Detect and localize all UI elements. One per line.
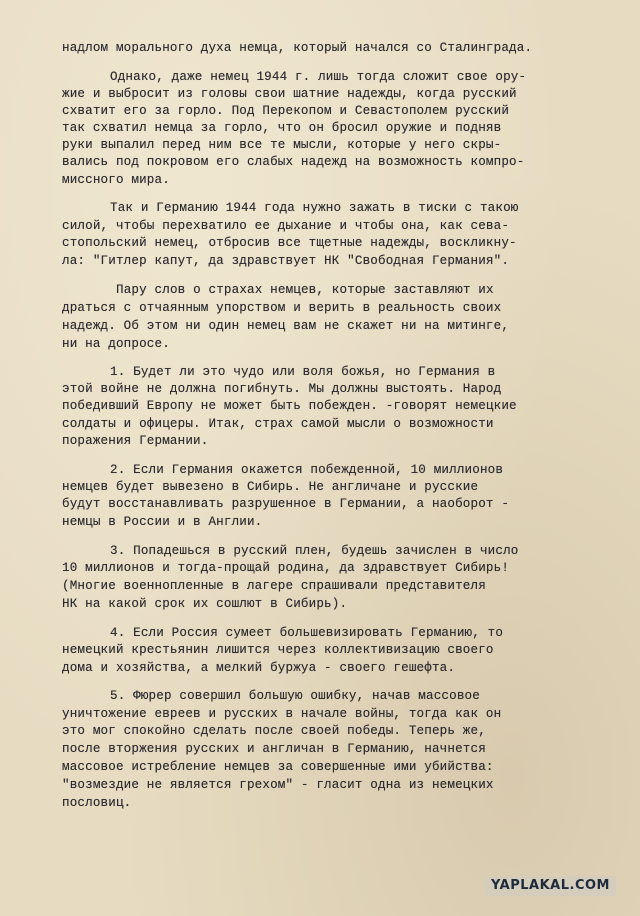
- text-line: 10 миллионов и тогда-прощай родина, да здравствует Сибирь!: [62, 561, 510, 575]
- text-line: Так и Германию 1944 года нужно зажать в тиски с такою: [110, 201, 519, 215]
- site-watermark: YAPLAKAL.COM: [485, 876, 616, 897]
- text-line: немецкий крестьянин лишится через коллективизацию своего: [62, 643, 494, 657]
- text-line: массовое истребление немцев за совершенные ими убийства:: [62, 760, 494, 774]
- text-line: жие и выбросит из головы свои шатние надежды, когда русский: [62, 87, 517, 101]
- text-line: (Многие военнопленные в лагере спрашивали представителя: [62, 579, 486, 593]
- text-line: так схватил немца за горло, что он бросил оружие и подняв: [62, 121, 502, 135]
- text-line: солдаты и офицеры. Итак, страх самой мысли о возможности: [62, 417, 494, 431]
- text-line: пословиц.: [62, 796, 132, 810]
- text-line: этой войне не должна погибнуть. Мы должны выстоять. Народ: [62, 382, 502, 396]
- text-line: надежд. Об этом ни один немец вам не скажет ни на митинге,: [62, 319, 510, 333]
- text-line: НК на какой срок их сошлют в Сибирь).: [62, 597, 348, 611]
- text-line: Пару слов о страхах немцев, которые заставляют их: [116, 283, 494, 297]
- text-line: миссного мира.: [62, 173, 170, 187]
- text-line: поражения Германии.: [62, 434, 209, 448]
- text-line: ни на допросе.: [62, 337, 170, 351]
- text-line: 1. Будет ли это чудо или воля божья, но Германия в: [110, 365, 496, 379]
- text-line: Однако, даже немец 1944 г. лишь тогда сложит свое ору-: [110, 70, 527, 84]
- text-line: силой, чтобы перехватило ее дыхание и чтобы она, как сева-: [62, 219, 510, 233]
- text-line: будут восстанавливать разрушенное в Германии, а наоборот -: [62, 497, 510, 511]
- text-line: руки выпалил перед ним все те мысли, которые у него скры-: [62, 138, 502, 152]
- text-line: немцев будет вывезено в Сибирь. Не англичане и русские: [62, 480, 479, 494]
- text-line: уничтожение евреев и русских в начале войны, тогда как он: [62, 707, 502, 721]
- text-line: ла: "Гитлер капут, да здравствует НК "Свободная Германия".: [62, 254, 510, 268]
- text-line: дома и хозяйства, а мелкий буржуа - своего гешефта.: [62, 661, 456, 675]
- text-line: это мог спокойно сделать после своей победы. Теперь же,: [62, 724, 486, 738]
- text-line: победивший Европу не может быть побежден. -говорят немецкие: [62, 399, 517, 413]
- text-line: немцы в России и в Англии.: [62, 515, 263, 529]
- text-line: надлом морального духа немца, который начался со Сталинграда.: [62, 41, 533, 55]
- text-line: "возмездие не является грехом" - гласит одна из немецких: [62, 778, 494, 792]
- text-line: драться с отчаянным упорством и верить в реальность своих: [62, 301, 502, 315]
- text-line: вались под покровом его слабых надежд на возможность компро-: [62, 155, 525, 169]
- text-line: 5. Фюрер совершил большую ошибку, начав массовое: [110, 689, 480, 703]
- text-line: схватит его за горло. Под Перекопом и Севастополем русский: [62, 104, 510, 118]
- text-line: стопольский немец, отбросив все тщетные надежды, воскликну-: [62, 236, 517, 250]
- text-line: 4. Если Россия сумеет большевизировать Германию, то: [110, 626, 504, 640]
- text-line: 3. Попадешься в русский плен, будешь зачислен в число: [110, 544, 519, 558]
- text-line: 2. Если Германия окажется побежденной, 10 миллионов: [110, 463, 504, 477]
- text-line: после вторжения русских и англичан в Германию, начнется: [62, 742, 486, 756]
